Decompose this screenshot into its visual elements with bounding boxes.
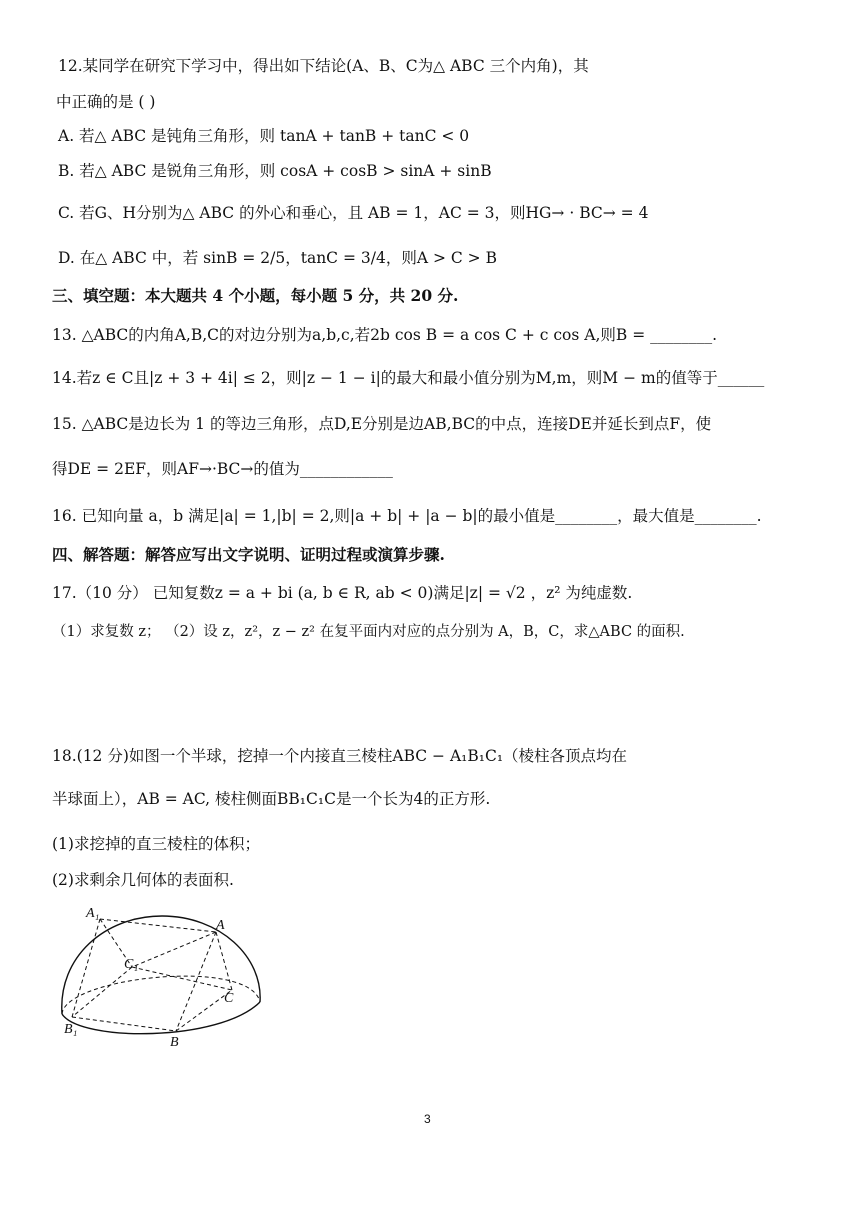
q12-option-a: A. 若△ ABC 是钝角三角形，则 tanA + tanB + tanC < 0 <box>58 127 470 145</box>
q17-line2: （1）求复数 z； （2）设 z，z²，z − z² 在复平面内对应的点分别为 A，B，C，求△ABC 的面积. <box>52 624 685 640</box>
label-b1: B₁ <box>64 1022 78 1037</box>
q12-stem-line2: 中正确的是 ( ) <box>56 93 156 111</box>
q13-text: 13. △ABC的内角A,B,C的对边分别为a,b,c,若2b cos B = a cos C + c cos A,则B = ________. <box>52 326 718 344</box>
label-c: C <box>224 991 234 1006</box>
label-a1: A₁ <box>86 906 100 921</box>
q18-line4: (2)求剩余几何体的表面积. <box>52 871 234 889</box>
prism-edges <box>72 919 232 1031</box>
q18-line2: 半球面上），AB = AC, 棱柱侧面BB₁C₁C是一个长为4的正方形. <box>52 790 491 808</box>
q12-option-d: D. 在△ ABC 中，若 sinB = 2/5，tanC = 3/4，则A > C > B <box>58 249 497 267</box>
q12-stem-line1: 12.某同学在研究下学习中，得出如下结论(A、B、C为△ ABC 三个内角)，其 <box>58 57 589 75</box>
section4-title: 四、解答题：解答应写出文字说明、证明过程或演算步骤. <box>52 545 445 564</box>
q17-line1: 17.（10 分） 已知复数z = a + bi (a, b ∈ R, ab < 0)满足|z| = √2 ，z² 为纯虚数. <box>52 584 633 602</box>
q18-line1: 18.(12 分)如图一个半球，挖掉一个内接直三棱柱ABC − A₁B₁C₁（棱柱各顶点均在 <box>52 747 628 765</box>
label-b: B <box>170 1035 179 1050</box>
hemisphere-prism-figure <box>50 902 275 1057</box>
q16-text: 16. 已知向量 a，b 满足|a| = 1,|b| = 2,则|a + b| + |a − b|的最小值是________，最大值是________. <box>52 507 762 525</box>
page-number: 3 <box>424 1112 431 1126</box>
q15-line1: 15. △ABC是边长为 1 的等边三角形，点D,E分别是边AB,BC的中点，连接DE并延长到点F，使 <box>52 415 712 433</box>
q12-option-b: B. 若△ ABC 是锐角三角形，则 cosA + cosB > sinA + sinB <box>58 162 492 180</box>
q14-text: 14.若z ∈ C且|z + 3 + 4i| ≤ 2，则|z − 1 − i|的最大和最小值分别为M,m，则M − m的值等于______ <box>52 369 765 387</box>
label-a: A <box>216 918 225 933</box>
q18-line3: (1)求挖掉的直三棱柱的体积； <box>52 835 260 853</box>
section3-title: 三、填空题：本大题共 4 个小题，每小题 5 分，共 20 分. <box>52 286 459 305</box>
base-front-arc <box>62 1002 260 1034</box>
q12-option-c: C. 若G、H分别为△ ABC 的外心和垂心，且 AB = 1，AC = 3，则HG→ · BC→ = 4 <box>58 204 649 222</box>
q15-line2: 得DE = 2EF，则AF→·BC→的值为____________ <box>52 460 393 478</box>
label-c1: C₁ <box>124 957 139 972</box>
